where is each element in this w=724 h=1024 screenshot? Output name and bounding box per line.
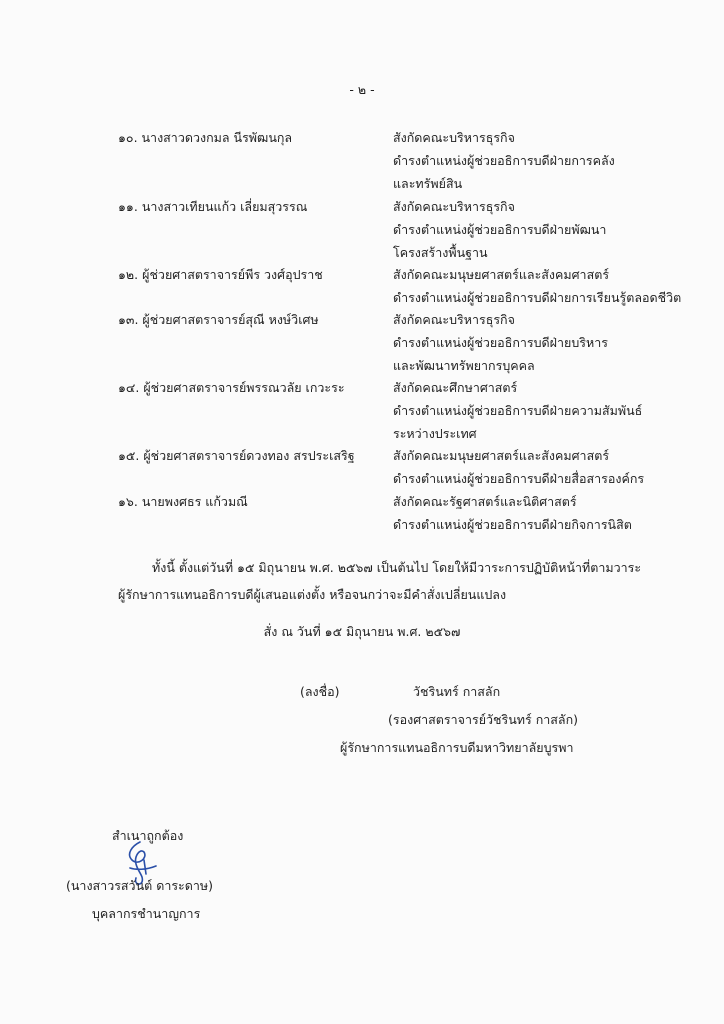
signer-title: ผู้รักษาการแทนอธิการบดีมหาวิทยาลัยบูรพา (340, 740, 574, 755)
entry-name: ๑๔. ผู้ช่วยศาสตราจารย์พรรณวลัย เกวะระ (118, 380, 345, 395)
entry-department: สังกัดคณะบริหารธุรกิจ ดำรงตำแหน่งผู้ช่วยอธิการบดีฝ่ายพัฒนา โครงสร้างพื้นฐาน (393, 199, 607, 260)
entry-name: ๑๕. ผู้ช่วยศาสตราจารย์ดวงทอง สรประเสริฐ (118, 448, 355, 463)
signature-label: (ลงชื่อ) (300, 684, 340, 699)
signer-name: วัชรินทร์ กาสลัก (413, 684, 501, 699)
entry-name: ๑๒. ผู้ช่วยศาสตราจารย์พีร วงศ์อุปราช (118, 267, 323, 282)
entry-department: สังกัดคณะศึกษาศาสตร์ ดำรงตำแหน่งผู้ช่วยอธิการบดีฝ่ายความสัมพันธ์ ระหว่างประเทศ (393, 380, 643, 441)
signer-full-name: (รองศาสตราจารย์วัชรินทร์ กาสลัก) (388, 712, 579, 727)
order-date: สั่ง ณ วันที่ ๑๕ มิถุนายน พ.ศ. ๒๕๖๗ (263, 624, 461, 639)
entry-department: สังกัดคณะบริหารธุรกิจ ดำรงตำแหน่งผู้ช่วยอธิการบดีฝ่ายการคลัง และทรัพย์สิน (393, 130, 615, 191)
certifier-name: (นางสาวรสวันต์ ดาระดาษ) (66, 878, 214, 893)
effective-date-paragraph: ทั้งนี้ ตั้งแต่วันที่ ๑๕ มิถุนายน พ.ศ. ๒๕๖๗ เป็นต้นไป โดยให้มีวาระการปฏิบัติหน้าที่ตามวาระ ผู้รักษาการแทนอธิการบดีผู้เสนอแต่งตั้ง หรือจนกว่าจะมีคำสั่งเปลี่ยนแปลง (118, 560, 642, 602)
entry-department: สังกัดคณะรัฐศาสตร์และนิติศาสตร์ ดำรงตำแหน่งผู้ช่วยอธิการบดีฝ่ายกิจการนิสิต (393, 494, 632, 532)
entry-name: ๑๑. นางสาวเทียนแก้ว เลี่ยมสุวรรณ (118, 199, 308, 214)
entry-department: สังกัดคณะมนุษยศาสตร์และสังคมศาสตร์ ดำรงตำแหน่งผู้ช่วยอธิการบดีฝ่ายการเรียนรู้ตลอดชีวิต (393, 267, 682, 305)
entry-department: สังกัดคณะมนุษยศาสตร์และสังคมศาสตร์ ดำรงตำแหน่งผู้ช่วยอธิการบดีฝ่ายสื่อสารองค์กร (393, 448, 645, 486)
entry-name: ๑๖. นายพงศธร แก้วมณี (118, 494, 248, 509)
certifier-position: บุคลากรชำนาญการ (92, 906, 201, 921)
entry-department: สังกัดคณะบริหารธุรกิจ ดำรงตำแหน่งผู้ช่วยอธิการบดีฝ่ายบริหาร และพัฒนาทรัพยากรบุคคล (393, 312, 608, 373)
page-number: - ๒ - (349, 82, 375, 97)
entry-name: ๑๓. ผู้ช่วยศาสตราจารย์สุณี หงษ์วิเศษ (118, 312, 319, 327)
entry-name: ๑๐. นางสาวดวงกมล นีรพัฒนกุล (118, 130, 293, 145)
copy-certified-label: สำเนาถูกต้อง (112, 828, 184, 843)
